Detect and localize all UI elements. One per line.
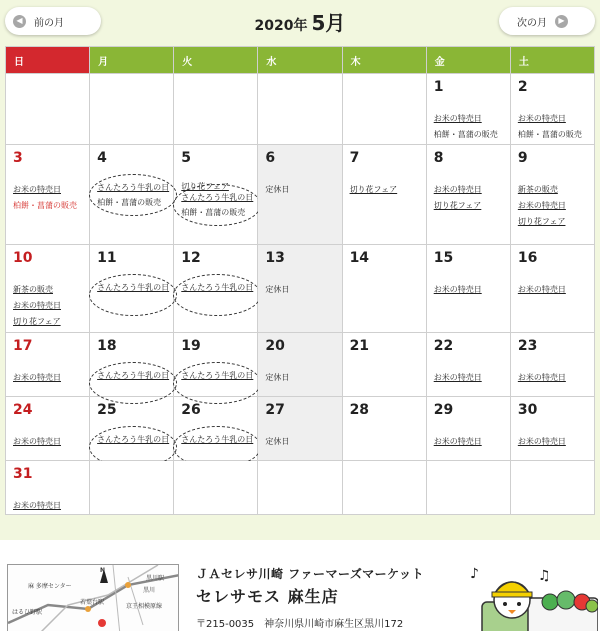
calendar-cell-day-14 [342, 245, 426, 333]
day-number: 3 [13, 150, 23, 166]
access-map[interactable] [7, 564, 179, 631]
calendar-cell-empty [6, 74, 90, 145]
svg-text:♫: ♫ [538, 568, 551, 584]
event-link-rice-sale[interactable]: お米の特売日 [433, 437, 482, 446]
event-link-rice-sale[interactable]: お米の特売日 [13, 301, 61, 310]
calendar-cell-empty [258, 74, 342, 145]
map-label: 若葉台駅 [80, 599, 105, 606]
calendar-cell-empty [426, 461, 510, 515]
event-link-rice-sale[interactable]: お米の特売日 [517, 285, 566, 294]
event-link-milk-day[interactable]: さんたろう牛乳の日 [97, 434, 169, 447]
day-number: 27 [265, 402, 285, 418]
weekday-header-wed: 水 [258, 47, 342, 74]
event-link-new-tea[interactable]: 新茶の販売 [517, 185, 558, 194]
event-link-flower-fair[interactable]: 切り花フェア [517, 217, 566, 226]
day-number: 5 [181, 150, 192, 166]
event-link-new-tea[interactable]: 新茶の販売 [13, 285, 53, 294]
calendar-cell-day-21 [342, 333, 426, 397]
event-kashiwa-sale: 柏餅・菖蒲の販売 [181, 208, 246, 217]
calendar-cell-day-23 [510, 333, 594, 397]
calendar-cell-day-9 [510, 145, 594, 245]
day-number: 28 [349, 402, 370, 418]
weekday-header-sat: 土 [510, 47, 594, 74]
calendar-cell-day-30 [510, 397, 594, 461]
event-link-milk-day[interactable]: さんたろう牛乳の日 [181, 282, 253, 295]
day-number: 9 [517, 150, 528, 166]
day-number: 21 [349, 338, 370, 354]
calendar-cell-empty [174, 461, 258, 515]
map-label: 黒川 [143, 587, 156, 594]
day-number: 6 [265, 150, 276, 166]
day-number: 18 [97, 338, 117, 354]
event-kashiwa-sale: 柏餅・菖蒲の販売 [517, 130, 582, 139]
calendar-cell-day-1 [426, 74, 510, 145]
day-number: 7 [349, 150, 360, 166]
event-link-rice-sale[interactable]: お米の特売日 [517, 114, 566, 123]
next-month-button[interactable] [499, 7, 595, 35]
calendar-cell-empty [342, 461, 426, 515]
shop-org-name: ＪＡセレサ川崎 ファーマーズマーケット [196, 567, 424, 581]
calendar-cell-empty [174, 74, 258, 145]
map-label: 麻 多摩センター [28, 583, 72, 590]
calendar-cell-empty [342, 74, 426, 145]
event-link-rice-sale[interactable]: お米の特売日 [13, 185, 61, 194]
event-closed: 定休日 [265, 373, 290, 382]
calendar-cell-day-26 [174, 397, 258, 461]
day-number: 11 [97, 250, 117, 266]
event-link-milk-day[interactable]: さんたろう牛乳の日 [181, 370, 253, 383]
event-link-milk-day[interactable]: さんたろう牛乳の日 [181, 192, 253, 205]
calendar-cell-day-19 [174, 333, 258, 397]
event-link-milk-day[interactable]: さんたろう牛乳の日 [97, 182, 169, 195]
month-navigation [0, 0, 600, 44]
calendar-grid [5, 46, 595, 515]
calendar-cell-day-27 [258, 397, 342, 461]
event-link-flower-fair[interactable]: 切り花フェア [13, 317, 61, 326]
calendar-cell-empty [510, 461, 594, 515]
day-number: 15 [433, 250, 454, 266]
calendar-cell-day-20 [258, 333, 342, 397]
event-link-flower-fair[interactable]: 切り花フェア [433, 201, 482, 210]
day-number: 17 [13, 338, 33, 354]
weekday-header-sun: 日 [6, 47, 90, 74]
next-month-label: 次の月 [517, 17, 547, 29]
event-link-rice-sale[interactable]: お米の特売日 [13, 501, 61, 510]
year-label: 2020年 [254, 18, 308, 34]
calendar-cell-day-6 [258, 145, 342, 245]
calendar-cell-empty [90, 461, 174, 515]
svg-text:♪: ♪ [470, 566, 479, 582]
shop-name: セレサモス 麻生店 [196, 587, 339, 606]
map-north-label: N [100, 567, 106, 574]
event-link-flower-fair[interactable]: 切り花フェア [181, 182, 229, 191]
event-closed: 定休日 [265, 437, 290, 446]
calendar-cell-day-4 [90, 145, 174, 245]
event-link-rice-sale[interactable]: お米の特売日 [433, 114, 482, 123]
calendar-cell-day-7 [342, 145, 426, 245]
calendar-cell-day-18 [90, 333, 174, 397]
map-label: はるひ野駅 [12, 609, 43, 616]
day-number: 26 [181, 402, 201, 418]
store-footer [0, 540, 600, 631]
day-number: 4 [97, 150, 107, 166]
day-number: 29 [433, 402, 454, 418]
event-link-rice-sale[interactable]: お米の特売日 [13, 373, 61, 382]
day-number: 16 [517, 250, 538, 266]
day-number: 19 [181, 338, 201, 354]
event-link-rice-sale[interactable]: お米の特売日 [433, 185, 482, 194]
day-number: 13 [265, 250, 285, 266]
weekday-header-mon: 月 [90, 47, 174, 74]
day-number: 30 [517, 402, 538, 418]
day-number: 8 [433, 150, 444, 166]
calendar-cell-day-15 [426, 245, 510, 333]
map-label: 京王相模原線 [126, 603, 163, 610]
day-number: 22 [433, 338, 454, 354]
event-link-flower-fair[interactable]: 切り花フェア [349, 185, 398, 194]
calendar-cell-empty [258, 461, 342, 515]
chevron-left-icon: ◀ [13, 15, 26, 28]
day-number: 14 [349, 250, 370, 266]
calendar-cell-day-13 [258, 245, 342, 333]
calendar-cell-empty [90, 74, 174, 145]
event-link-rice-sale[interactable]: お米の特売日 [433, 373, 482, 382]
weekday-header-thu: 木 [342, 47, 426, 74]
calendar-cell-day-8 [426, 145, 510, 245]
calendar-cell-day-17 [6, 333, 90, 397]
event-link-milk-day[interactable]: さんたろう牛乳の日 [97, 282, 169, 295]
calendar-cell-day-24 [6, 397, 90, 461]
event-link-milk-day[interactable]: さんたろう牛乳の日 [181, 434, 253, 447]
calendar-cell-day-10 [6, 245, 90, 333]
calendar-cell-day-22 [426, 333, 510, 397]
calendar-cell-day-31 [6, 461, 90, 515]
calendar-cell-day-2 [510, 74, 594, 145]
event-link-rice-sale[interactable]: お米の特売日 [517, 373, 566, 382]
prev-month-label: 前の月 [34, 17, 64, 29]
event-closed: 定休日 [265, 285, 290, 294]
event-link-rice-sale[interactable]: お米の特売日 [517, 201, 566, 210]
day-number: 1 [433, 79, 444, 95]
mascot-illustration [468, 558, 598, 631]
event-link-rice-sale[interactable]: お米の特売日 [13, 437, 61, 446]
calendar-cell-day-16 [510, 245, 594, 333]
calendar-cell-day-12 [174, 245, 258, 333]
event-kashiwa-sale: 柏餅・菖蒲の販売 [433, 130, 498, 139]
calendar-cell-day-29 [426, 397, 510, 461]
event-link-milk-day[interactable]: さんたろう牛乳の日 [97, 370, 169, 383]
chevron-right-icon: ▶ [555, 15, 568, 28]
map-label: 黒川駅 [146, 575, 165, 582]
day-number: 20 [265, 338, 285, 354]
calendar-cell-day-3 [6, 145, 90, 245]
calendar-cell-day-28 [342, 397, 426, 461]
event-closed: 定休日 [265, 185, 290, 194]
month-label: 5月 [311, 11, 346, 35]
weekday-header-fri: 金 [426, 47, 510, 74]
shop-address: 〒215-0035 神奈川県川崎市麻生区黒川172 [196, 619, 404, 630]
day-number: 23 [517, 338, 538, 354]
event-link-rice-sale[interactable]: お米の特売日 [433, 285, 482, 294]
day-number: 24 [13, 402, 33, 418]
calendar-cell-day-11 [90, 245, 174, 333]
event-link-rice-sale[interactable]: お米の特売日 [517, 437, 566, 446]
calendar-cell-day-5 [174, 145, 258, 245]
event-kashiwa-sale: 柏餅・菖蒲の販売 [13, 201, 77, 210]
weekday-header-tue: 火 [174, 47, 258, 74]
event-kashiwa-sale: 柏餅・菖蒲の販売 [97, 198, 162, 207]
day-number: 12 [181, 250, 201, 266]
day-number: 2 [517, 79, 528, 95]
day-number: 31 [13, 466, 33, 482]
day-number: 25 [97, 402, 117, 418]
calendar-cell-day-25 [90, 397, 174, 461]
day-number: 10 [13, 250, 33, 266]
